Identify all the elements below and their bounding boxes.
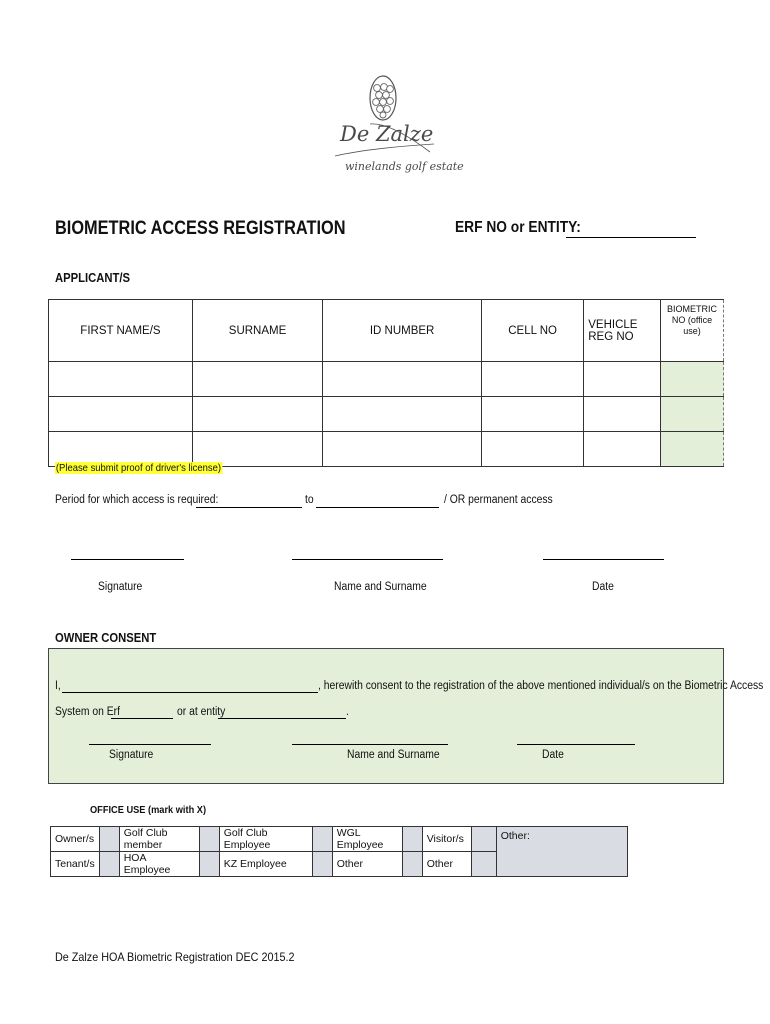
form-title: BIOMETRIC ACCESS REGISTRATION [55,218,346,239]
col-vehicle-reg: VEHICLE REG NO [584,300,661,362]
other-label-2: Other [422,852,471,877]
first-name-cell[interactable] [49,397,193,432]
cell-no-cell[interactable] [482,432,584,467]
period-label: Period for which access is required: [55,494,219,506]
signature-label: Signature [98,581,143,593]
period-to-label: to [305,494,314,506]
id-number-cell[interactable] [323,362,482,397]
col-biometric-no: BIOMETRIC NO (office use) [661,300,724,362]
license-note: (Please submit proof of driver's license) [55,462,222,474]
permanent-access-label: / OR permanent access [444,494,553,506]
consent-text: , herewith consent to the registration of the above mentioned individual/s on the Biometric Access [318,680,764,692]
golf-club-member-checkbox[interactable] [199,827,219,852]
id-number-cell[interactable] [323,397,482,432]
consent-entity-label: or at entity [177,706,226,718]
kz-employee-checkbox[interactable] [312,852,332,877]
consent-erf-label: System on Erf [55,706,120,718]
owner-signature-label: Signature [109,749,154,761]
kz-employee-label: KZ Employee [219,852,312,877]
consent-period: . [346,706,349,718]
consent-entity-field[interactable] [218,718,346,719]
cell-no-cell[interactable] [482,397,584,432]
col-surname: SURNAME [192,300,322,362]
applicants-heading: APPLICANT/S [55,271,131,285]
cell-no-cell[interactable] [482,362,584,397]
vehicle-reg-cell[interactable] [584,432,661,467]
tenant-label: Tenant/s [51,852,100,877]
other-description-field[interactable] [496,827,627,877]
owner-checkbox[interactable] [99,827,119,852]
office-use-table [50,826,628,877]
wgl-employee-label: WGL Employee [332,827,402,852]
col-id-number: ID NUMBER [323,300,482,362]
applicant-name-field[interactable] [292,559,443,560]
owner-date-field[interactable] [517,744,635,745]
consent-prefix: I, [55,680,61,692]
owner-name-surname-field[interactable] [292,744,448,745]
surname-cell[interactable] [192,397,322,432]
period-from-field[interactable] [196,507,302,508]
erf-label: ERF NO or ENTITY: [455,219,581,236]
erf-field[interactable] [566,237,696,238]
other-label: Other [332,852,402,877]
consent-erf-field[interactable] [111,718,173,719]
other-checkbox[interactable] [402,852,422,877]
owner-label: Owner/s [51,827,100,852]
wgl-employee-checkbox[interactable] [402,827,422,852]
golf-club-employee-checkbox[interactable] [312,827,332,852]
date-label: Date [592,581,614,593]
surname-cell[interactable] [192,362,322,397]
owner-signature-field[interactable] [89,744,211,745]
vehicle-reg-cell[interactable] [584,362,661,397]
other-checkbox-2[interactable] [471,852,496,877]
golf-club-employee-label: Golf Club Employee [219,827,312,852]
col-cell-no: CELL NO [482,300,584,362]
table-row [49,397,724,432]
owner-consent-heading: OWNER CONSENT [55,631,157,645]
tenant-checkbox[interactable] [99,852,119,877]
col-first-name: FIRST NAME/S [49,300,193,362]
biometric-no-cell[interactable] [661,432,724,467]
biometric-no-cell[interactable] [661,397,724,432]
owner-consent-box [48,648,724,784]
first-name-cell[interactable] [49,362,193,397]
golf-club-member-label: Golf Club member [119,827,199,852]
visitor-label: Visitor/s [422,827,471,852]
office-use-heading: OFFICE USE (mark with X) [90,804,207,816]
logo-tagline: winelands golf estate [345,160,464,173]
applicant-table [48,299,724,467]
owner-name-field[interactable] [62,692,318,693]
vehicle-reg-cell[interactable] [584,397,661,432]
owner-name-label: Name and Surname [347,749,440,761]
other-description-label: Other: [500,830,530,842]
owner-date-label: Date [542,749,564,761]
applicant-signature-field[interactable] [71,559,184,560]
hoa-employee-label: HOA Employee [119,852,199,877]
period-to-field[interactable] [316,507,439,508]
table-row [49,362,724,397]
hoa-employee-checkbox[interactable] [199,852,219,877]
biometric-no-cell[interactable] [661,362,724,397]
applicant-date-field[interactable] [543,559,664,560]
logo-name: De Zalze [340,122,434,146]
id-number-cell[interactable] [323,432,482,467]
name-surname-label: Name and Surname [334,581,427,593]
footer-text: De Zalze HOA Biometric Registration DEC 2015.2 [55,950,295,964]
visitor-checkbox[interactable] [471,827,496,852]
